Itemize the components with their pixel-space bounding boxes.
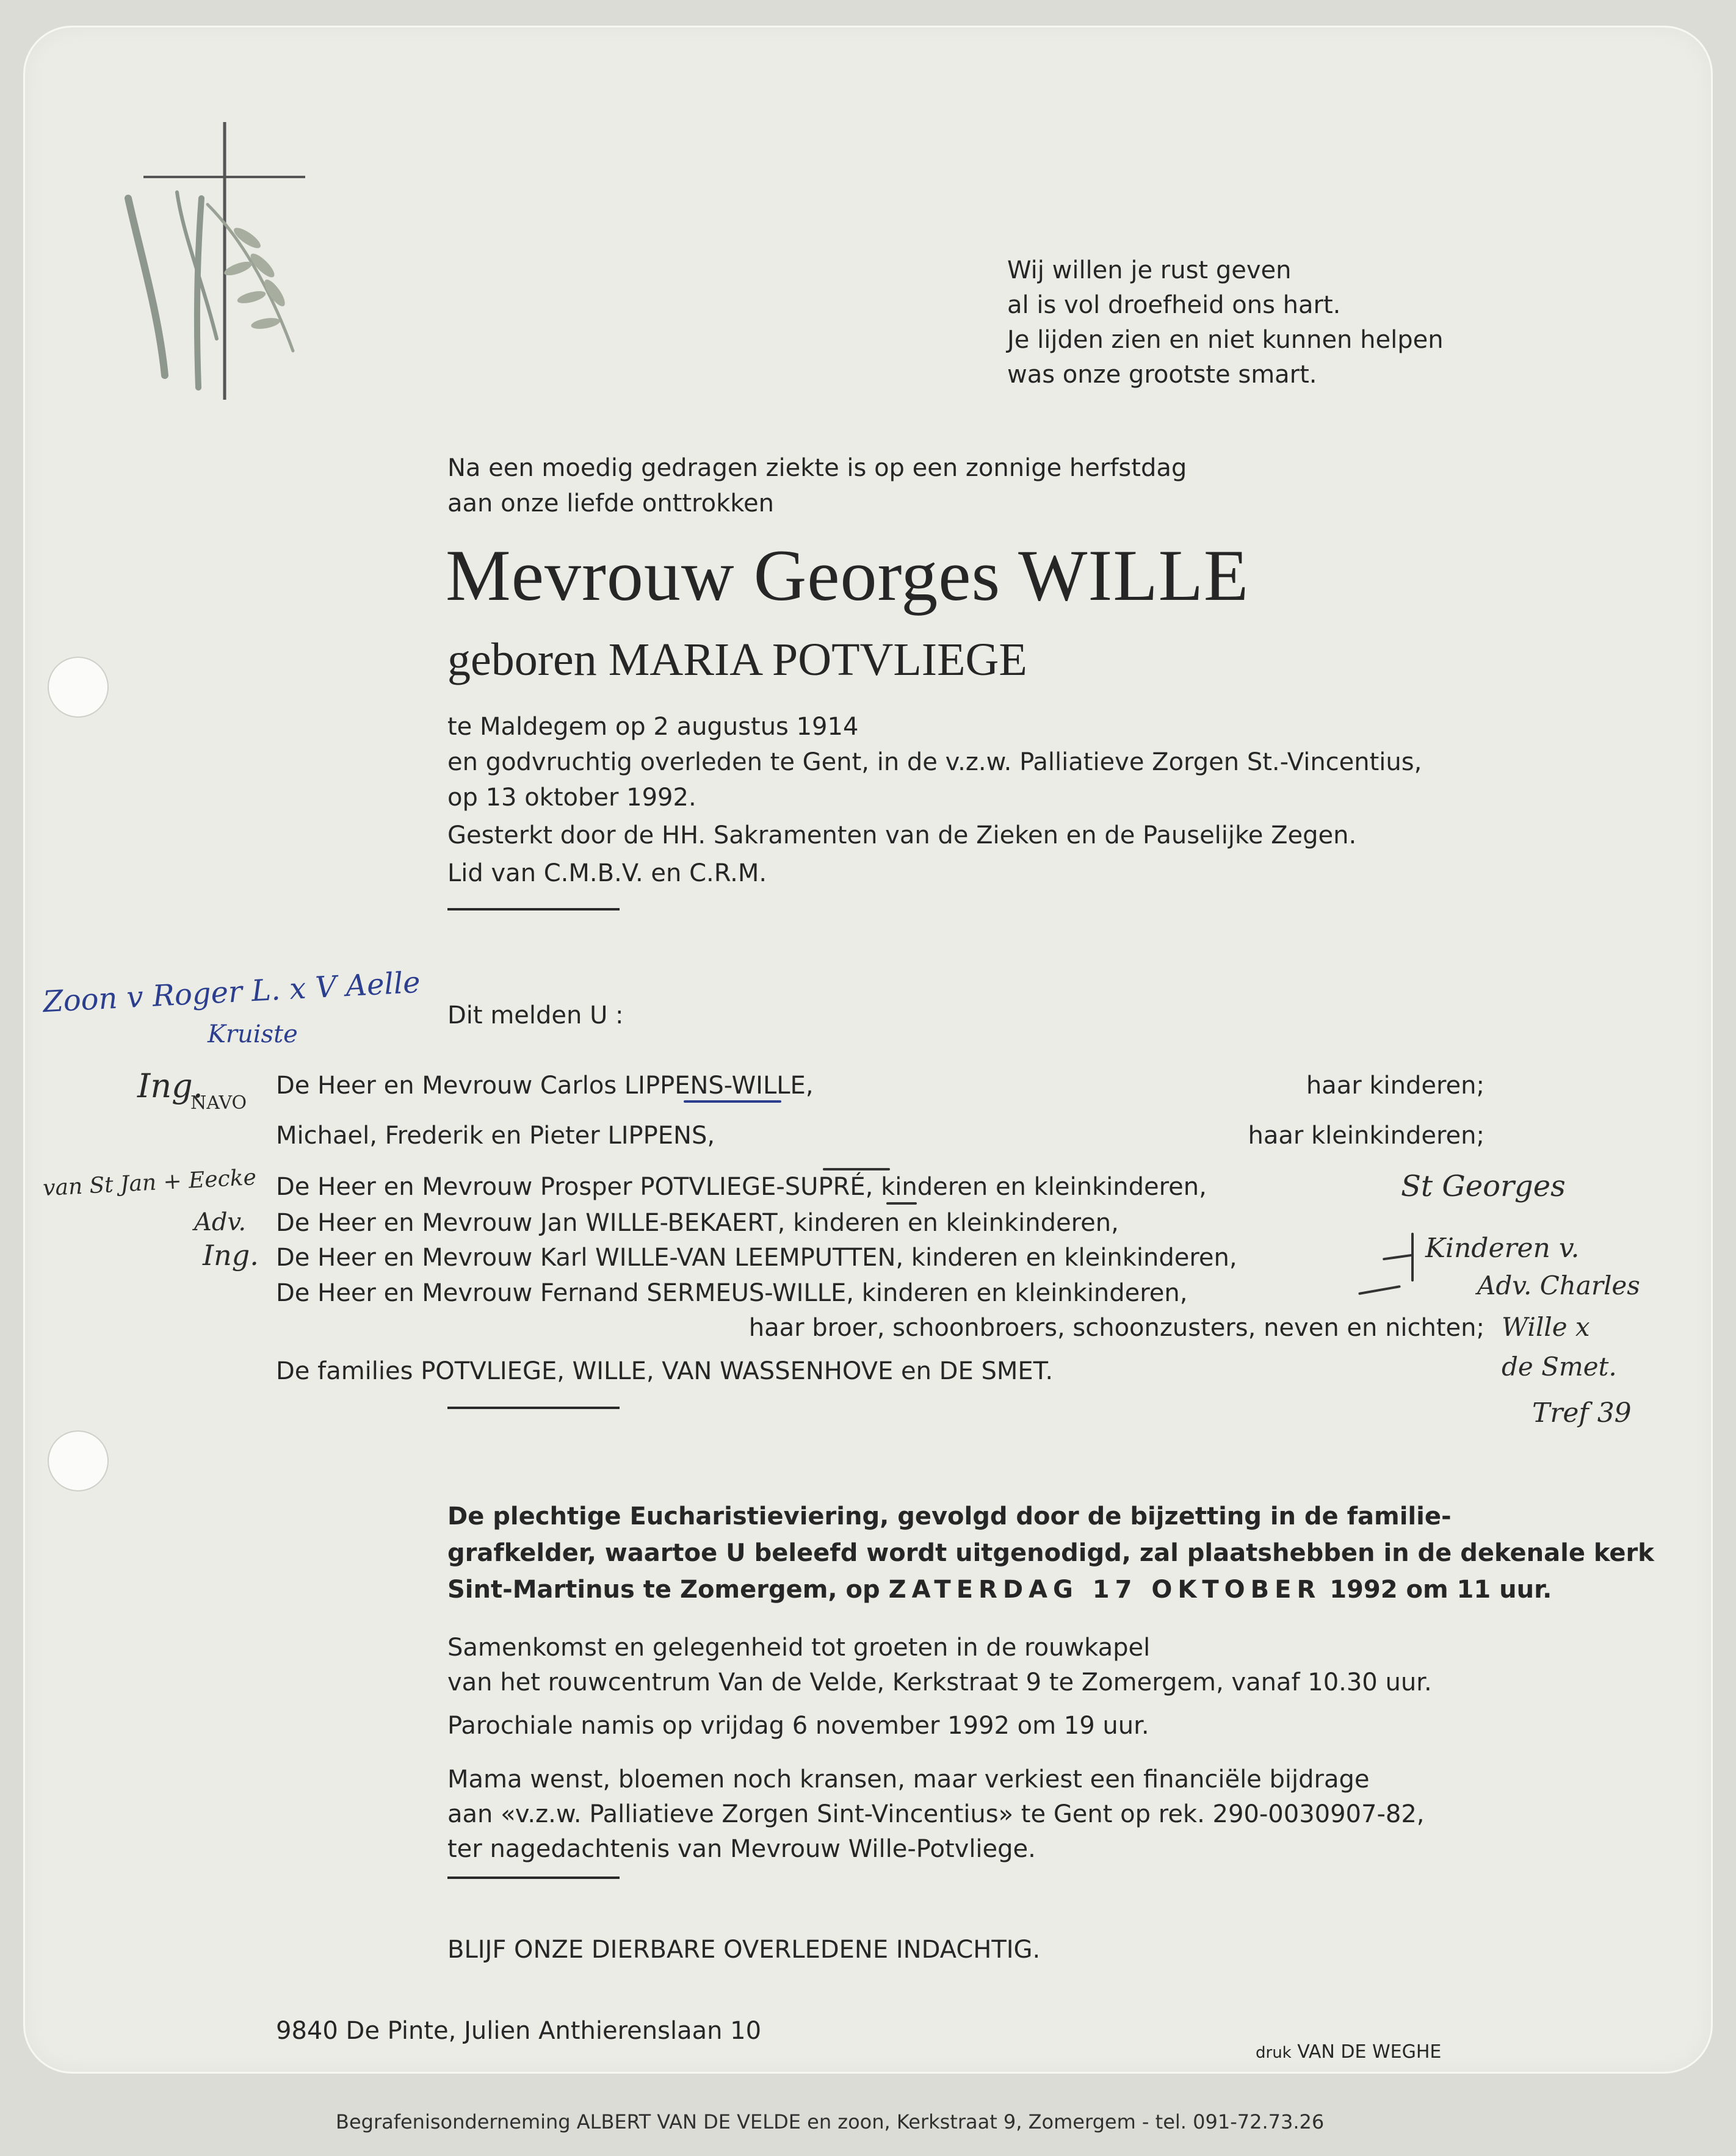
service-line (447, 1571, 1654, 1608)
intro-line: Na een moedig gedragen ziekte is op een zonnige herfstdag (447, 454, 1187, 482)
intro-text (447, 450, 1187, 521)
mass-info: Parochiale namis op vrijdag 6 november 1992 om 19 uur. (447, 1712, 1149, 1740)
handwritten-note: NAVO (190, 1092, 247, 1114)
detail-line: Lid van C.M.B.V. en C.R.M. (447, 859, 767, 887)
handwritten-bracket (1411, 1233, 1414, 1282)
printer-label: druk (1256, 2044, 1292, 2062)
cross-wheat-icon (116, 119, 317, 406)
donation-info (447, 1762, 1425, 1867)
service-day: ZATERDAG 17 OKTOBER (888, 1576, 1322, 1604)
handwritten-note: Kinderen v. (1425, 1233, 1580, 1264)
service-text: Sint-Martinus te Zomergem, op (447, 1576, 880, 1604)
handwritten-note: Zoon v Roger L. x V Aelle (42, 965, 421, 1020)
detail-line: op 13 oktober 1992. (447, 784, 696, 812)
punch-hole-upper (48, 657, 109, 718)
closing-line: BLIJF ONZE DIERBARE OVERLEDENE INDACHTIG. (447, 1936, 1041, 1964)
handwritten-note: Adv. (194, 1208, 247, 1236)
family-member: Michael, Frederik en Pieter LIPPENS, (276, 1122, 715, 1150)
donation-line: aan «v.z.w. Palliatieve Zorgen Sint-Vincentius» te Gent op rek. 290-0030907-82, (447, 1800, 1425, 1828)
poem-line: Je lijden zien en niet kunnen helpen (1007, 326, 1444, 354)
handwritten-underline (823, 1168, 890, 1170)
handwritten-underline (684, 1100, 781, 1103)
family-member: De Heer en Mevrouw Prosper POTVLIEGE-SUPRÉ, kinderen en kleinkinderen, (276, 1173, 1207, 1201)
poem-line: Wij willen je rust geven (1007, 256, 1292, 284)
service-text: 1992 om 11 uur. (1329, 1576, 1552, 1604)
poem-line: al is vol droefheid ons hart. (1007, 291, 1341, 319)
gathering-info (447, 1631, 1432, 1700)
printer-name: VAN DE WEGHE (1297, 2041, 1442, 2063)
family-member: De Heer en Mevrouw Carlos LIPPENS-WILLE, (276, 1072, 814, 1100)
punch-hole-lower (48, 1430, 109, 1491)
detail-line: en godvruchtig overleden te Gent, in de v.z.w. Palliatieve Zorgen St.-Vincentius, (447, 748, 1422, 776)
poem-line: was onze grootste smart. (1007, 361, 1317, 389)
undertaker-footer: Begrafenisonderneming ALBERT VAN DE VELDE en zoon, Kerkstraat 9, Zomergem - tel. 091-72.73.26 (336, 2110, 1325, 2133)
divider (447, 1407, 620, 1409)
detail-line: te Maldegem op 2 augustus 1914 (447, 713, 859, 741)
family-member: De Heer en Mevrouw Karl WILLE-VAN LEEMPUTTEN, kinderen en kleinkinderen, (276, 1244, 1237, 1272)
family-relation: haar broer, schoonbroers, schoonzusters, neven en nichten; (748, 1314, 1485, 1342)
handwritten-note: Adv. Charles (1477, 1271, 1640, 1300)
poem (1007, 253, 1444, 392)
announcement: Dit melden U : (447, 1001, 624, 1029)
family-member: De Heer en Mevrouw Jan WILLE-BEKAERT, kinderen en kleinkinderen, (276, 1209, 1119, 1237)
handwritten-note: Kruiste (208, 1020, 298, 1048)
handwritten-note: van St Jan + Eecke (42, 1164, 257, 1202)
donation-line: Mama wenst, bloemen noch kransen, maar verkiest een financiële bijdrage (447, 1765, 1370, 1794)
life-details (447, 709, 1422, 891)
handwritten-note: de Smet. (1502, 1352, 1617, 1382)
family-relation: haar kinderen; (1306, 1072, 1485, 1100)
address: 9840 De Pinte, Julien Anthierenslaan 10 (276, 2017, 762, 2045)
service-line: De plechtige Eucharistieviering, gevolgd door de bijzetting in de familie- (447, 1502, 1452, 1530)
gathering-line: Samenkomst en gelegenheid tot groeten in de rouwkapel (447, 1634, 1151, 1662)
birth-name: geboren MARIA POTVLIEGE (447, 634, 1027, 685)
handwritten-note: Wille x (1502, 1312, 1590, 1342)
service-line: grafkelder, waartoe U beleefd wordt uitgenodigd, zal plaatshebben in de dekenale kerk (447, 1539, 1654, 1567)
intro-line: aan onze liefde onttrokken (447, 489, 774, 517)
handwritten-note: St Georges (1401, 1169, 1566, 1203)
family-member: De Heer en Mevrouw Fernand SERMEUS-WILLE, kinderen en kleinkinderen, (276, 1279, 1188, 1307)
family-member: De families POTVLIEGE, WILLE, VAN WASSENHOVE en DE SMET. (276, 1357, 1054, 1385)
deceased-name: Mevrouw Georges WILLE (446, 535, 1250, 616)
printer-credit (1256, 2041, 1441, 2063)
handwritten-note: Tref 39 (1532, 1397, 1632, 1429)
handwritten-underline (886, 1202, 917, 1205)
divider (447, 1877, 620, 1879)
divider (447, 908, 620, 910)
handwritten-note: Ing. (203, 1239, 259, 1272)
detail-line: Gesterkt door de HH. Sakramenten van de Zieken en de Pauselijke Zegen. (447, 821, 1357, 849)
service-invitation (447, 1498, 1654, 1608)
gathering-line: van het rouwcentrum Van de Velde, Kerkstraat 9 te Zomergem, vanaf 10.30 uur. (447, 1668, 1432, 1696)
donation-line: ter nagedachtenis van Mevrouw Wille-Potvliege. (447, 1835, 1036, 1863)
family-relation: haar kleinkinderen; (1248, 1122, 1485, 1150)
handwritten-note: Ing. (137, 1067, 203, 1105)
